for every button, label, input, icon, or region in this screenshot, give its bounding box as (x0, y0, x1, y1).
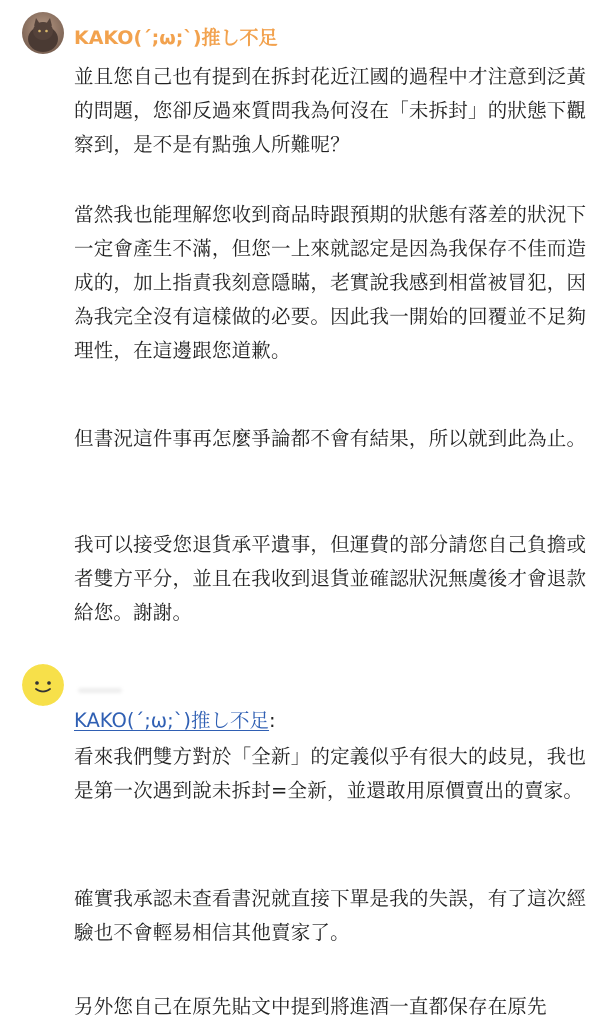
comment-author-name[interactable]: KAKO(´;ω;`)推し不足 (74, 27, 278, 49)
hidden-author-name (78, 688, 122, 693)
comment-paragraph: 看來我們雙方對於「全新」的定義似乎有很大的歧見，我也是第一次遇到說未拆封=全新，並還敢用原價賣出的賣家。 (74, 745, 587, 802)
reply-mention (74, 704, 276, 738)
mention-colon: : (269, 709, 276, 732)
smiley-face-icon (22, 664, 64, 706)
smiley-avatar[interactable] (22, 664, 64, 706)
cat-avatar[interactable] (22, 12, 64, 54)
comment-paragraph: 當然我也能理解您收到商品時跟預期的狀態有落差的狀況下一定會產生不滿，但您一上來就認定是因為我保存不佳而造成的，加上指責我刻意隱瞞，老實說我感到相當被冒犯，因為我完全沒有這樣做的必要。因此我一開始的回覆並不足夠理性，在這邊跟您道歉。 (74, 203, 587, 362)
comment-paragraph: 確實我承認未查看書況就直接下單是我的失誤，有了這次經驗也不會輕易相信其他賣家了。 (74, 887, 587, 944)
comment-paragraph: 另外您自己在原先貼文中提到將進酒一直都保存在原先 (74, 995, 547, 1018)
cat-photo-icon (22, 12, 64, 54)
mention-link[interactable]: KAKO(´;ω;`)推し不足 (74, 709, 270, 732)
comment-paragraph: 並且您自己也有提到在拆封花近江國的過程中才注意到泛黃的問題，您卻反過來質問我為何沒在「未拆封」的狀態下觀察到，是不是有點強人所難呢？ (74, 65, 587, 156)
comment-paragraph: 我可以接受您退貨承平遺事，但運費的部分請您自己負擔或者雙方平分，並且在我收到退貨並確認狀況無虞後才會退款給您。謝謝。 (74, 533, 587, 624)
comment-paragraph: 但書況這件事再怎麼爭論都不會有結果，所以就到此為止。 (74, 427, 587, 450)
